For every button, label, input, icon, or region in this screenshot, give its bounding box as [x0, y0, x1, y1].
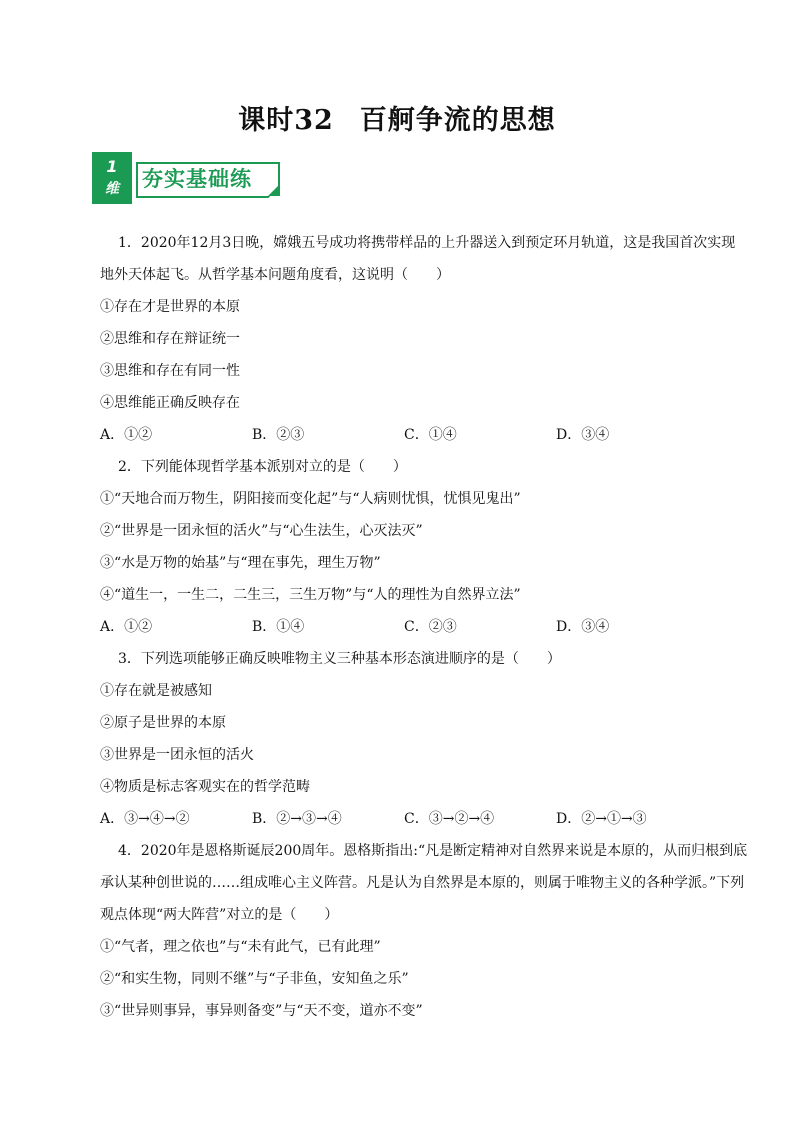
choice-c: C．①④: [404, 427, 457, 443]
question-3: [100, 643, 710, 835]
badge-number: 1: [106, 157, 118, 176]
answer-choices: [100, 611, 710, 643]
lesson-title: 百舸争流的思想: [359, 105, 556, 136]
option-item: ①存在才是世界的本原: [100, 299, 240, 315]
option-item: ④“道生一，一生二，二生三，三生万物”与“人的理性为自然界立法”: [100, 587, 521, 603]
choice-a: A．①②: [100, 619, 153, 635]
option-item: ①“天地合而万物生，阴阳接而变化起”与“人病则忧惧，忧惧见鬼出”: [100, 491, 521, 507]
answer-choices: [100, 419, 710, 451]
option-item: ①存在就是被感知: [100, 683, 212, 699]
choice-c: C．③→②→④: [404, 811, 495, 827]
option-item: ②“和实生物，同则不继”与“子非鱼，安知鱼之乐”: [100, 971, 409, 987]
question-4: [100, 835, 748, 1027]
question-stem-line: 4．2020年是恩格斯诞辰200周年。恩格斯指出:“凡是断定精神对自然界来说是本原的，从而归根到底: [118, 843, 748, 859]
question-stem-line: 3．下列选项能够正确反映唯物主义三种基本形态演进顺序的是（ ）: [118, 651, 561, 667]
option-item: ②原子是世界的本原: [100, 715, 226, 731]
question-stem-line: 地外天体起飞。从哲学基本问题角度看，这说明（ ）: [100, 267, 450, 283]
choice-d: D．②→①→③: [556, 811, 647, 827]
choice-d: D．③④: [556, 427, 610, 443]
question-stem-line: 观点体现“两大阵营”对立的是（ ）: [100, 907, 339, 923]
question-stem-line: 1．2020年12月3日晚，嫦娥五号成功将携带样品的上升器送入到预定环月轨道，这是我国首次实现: [118, 235, 736, 251]
option-item: ③世界是一团永恒的活火: [100, 747, 254, 763]
option-item: ④思维能正确反映存在: [100, 395, 240, 411]
option-item: ②“世界是一团永恒的活火”与“心生法生，心灭法灭”: [100, 523, 423, 539]
choice-a: A．③→④→②: [100, 811, 190, 827]
option-item: ②思维和存在辩证统一: [100, 331, 240, 347]
badge-corner-mark: [268, 184, 280, 196]
option-item: ③“水是万物的始基”与“理在事先，理生万物”: [100, 555, 381, 571]
option-item: ③“世异则事异，事异则备变”与“天不变，道亦不变”: [100, 1003, 423, 1019]
lesson-number: 课时32: [238, 105, 334, 136]
question-list: [100, 227, 748, 1027]
question-2: [100, 451, 710, 643]
page-title: [0, 98, 794, 137]
option-item: ③思维和存在有同一性: [100, 363, 240, 379]
choice-b: B．②→③→④: [252, 811, 342, 827]
choice-b: B．②③: [252, 427, 305, 443]
choice-a: A．①②: [100, 427, 153, 443]
answer-choices: [100, 803, 710, 835]
badge-level-box: [92, 152, 132, 204]
choice-c: C．②③: [404, 619, 457, 635]
badge-label: 夯实基础练: [142, 167, 252, 191]
option-item: ①“气者，理之依也”与“未有此气，已有此理”: [100, 939, 381, 955]
question-stem-line: 2．下列能体现哲学基本派别对立的是（ ）: [118, 459, 407, 475]
choice-d: D．③④: [556, 619, 610, 635]
choice-b: B．①④: [252, 619, 305, 635]
option-item: ④物质是标志客观实在的哲学范畴: [100, 779, 310, 795]
question-stem-line: 承认某种创世说的……组成唯心主义阵营。凡是认为自然界是本原的，则属于唯物主义的各种学派。”下列: [100, 875, 745, 891]
section-badge: [92, 152, 284, 204]
badge-word: 维: [105, 180, 119, 197]
question-1: [100, 227, 736, 451]
